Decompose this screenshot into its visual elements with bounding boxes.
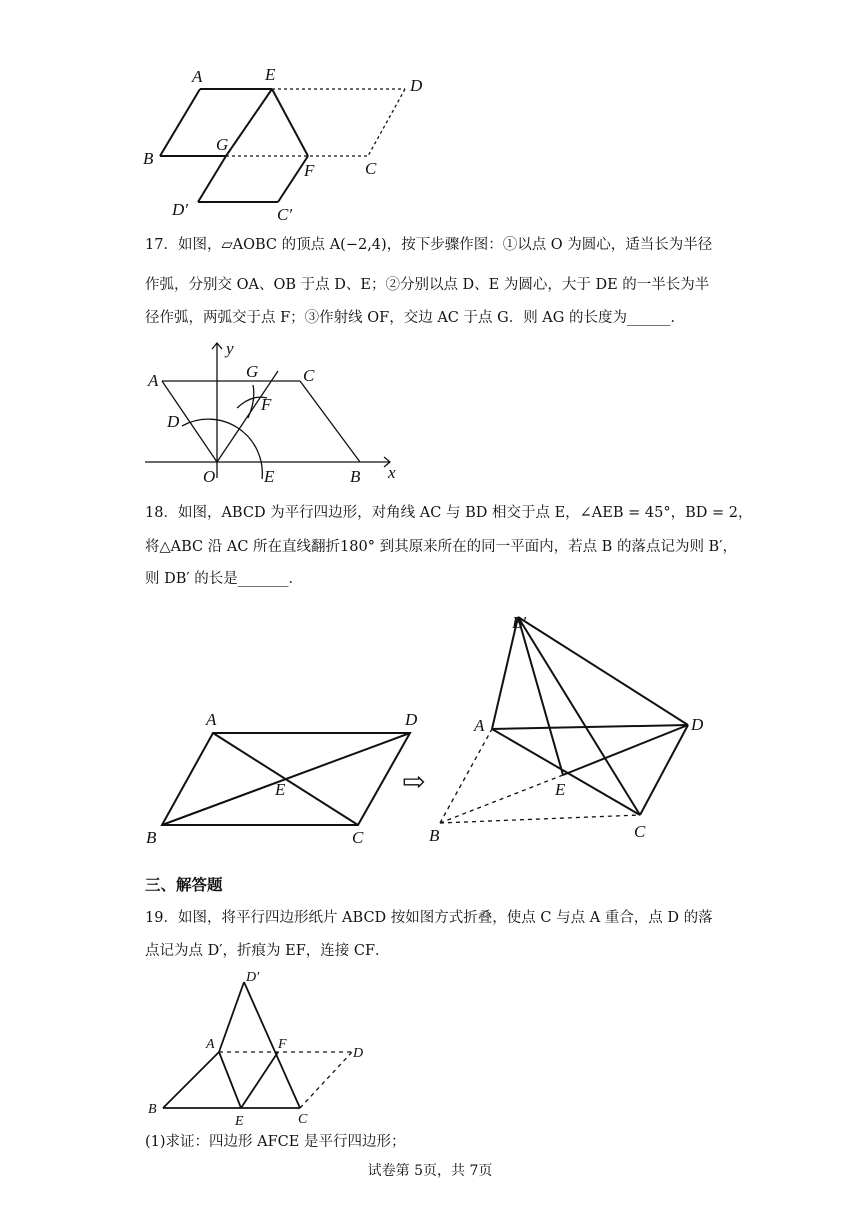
figure-17 [140, 338, 405, 488]
figure-18 [140, 605, 730, 850]
fig18-left-label-a: A [206, 710, 217, 729]
fig16-label-c: C [365, 159, 377, 178]
fig17-label-f: F [261, 395, 272, 414]
fig16-label-d: D [410, 76, 423, 95]
question-17-line-2: 作弧，分别交 OA、OB 于点 D、E；②分别以点 D、E 为圆心，大于 DE 的一半长为半 [145, 277, 710, 293]
figure-19 [140, 965, 380, 1125]
question-18-line-3: 则 DB′ 的长是_______． [145, 571, 304, 587]
page-footer: 试卷第 5页，共 7页 [367, 1163, 493, 1179]
fig16-label-g: G [216, 135, 229, 154]
fig17-label-d: D [167, 412, 180, 431]
question-19-line-1: 19．如图，将平行四边形纸片 ABCD 按如图方式折叠，使点 C 与点 A 重合，点 D 的落 [145, 910, 713, 926]
fig16-label-c-prime: C′ [277, 205, 293, 224]
fig18-left-label-d: D [405, 710, 418, 729]
fig18-left-label-b: B [146, 828, 157, 847]
fig18-right-label-e: E [555, 780, 566, 799]
fig16-label-f: F [304, 161, 315, 180]
fig19-label-f: F [278, 1037, 287, 1052]
transform-arrow: ⇨ [402, 767, 426, 798]
fig19-label-d-prime: D′ [246, 970, 260, 985]
fig17-label-a: A [148, 371, 159, 390]
fig18-right-label-d: D [691, 715, 704, 734]
fig16-label-b: B [143, 149, 154, 168]
fig16-label-d-prime: D′ [172, 200, 188, 219]
fig18-right-label-a: A [474, 716, 485, 735]
fig17-label-x: x [388, 463, 396, 482]
question-19-line-2: 点记为点 D′，折痕为 EF，连接 CF． [145, 943, 390, 959]
fig17-label-e: E [264, 467, 275, 486]
figure-16 [140, 60, 440, 225]
question-17-line-3: 径作弧，两弧交于点 F；③作射线 OF，交边 AC 于点 G．则 AG 的长度为______． [145, 310, 685, 326]
question-18-line-1: 18．如图，ABCD 为平行四边形，对角线 AC 与 BD 相交于点 E，∠AEB = 45°，BD = 2， [145, 505, 753, 521]
fig18-right-label-b-prime: B′ [512, 613, 527, 632]
fig18-right-label-c: C [634, 822, 646, 841]
fig19-label-d: D [353, 1046, 364, 1061]
fig17-label-o: O [203, 467, 216, 486]
fig17-label-b: B [350, 467, 361, 486]
fig18-left-label-e: E [275, 780, 286, 799]
fig18-left-label-c: C [352, 828, 364, 847]
fig17-label-y: y [226, 339, 234, 358]
fig19-label-a: A [206, 1037, 215, 1052]
fig19-label-c: C [298, 1112, 308, 1125]
question-17-line-1: 17．如图，▱AOBC 的顶点 A(−2,4)，按下步骤作图：①以点 O 为圆心，适当长为半径 [145, 237, 713, 253]
fig17-label-c: C [303, 366, 315, 385]
fig16-label-a: A [192, 67, 203, 86]
fig16-label-e: E [265, 65, 276, 84]
section-heading: 三、解答题 [145, 876, 223, 894]
question-18-line-2: 将△ABC 沿 AC 所在直线翻折180° 到其原来所在的同一平面内，若点 B 的落点记为则 B′， [145, 539, 737, 555]
fig17-label-g: G [246, 362, 259, 381]
fig19-label-b: B [148, 1102, 157, 1117]
question-19-part-1: (1)求证：四边形 AFCE 是平行四边形； [145, 1134, 406, 1150]
fig18-right-label-b: B [429, 826, 440, 845]
fig19-label-e: E [235, 1114, 244, 1125]
